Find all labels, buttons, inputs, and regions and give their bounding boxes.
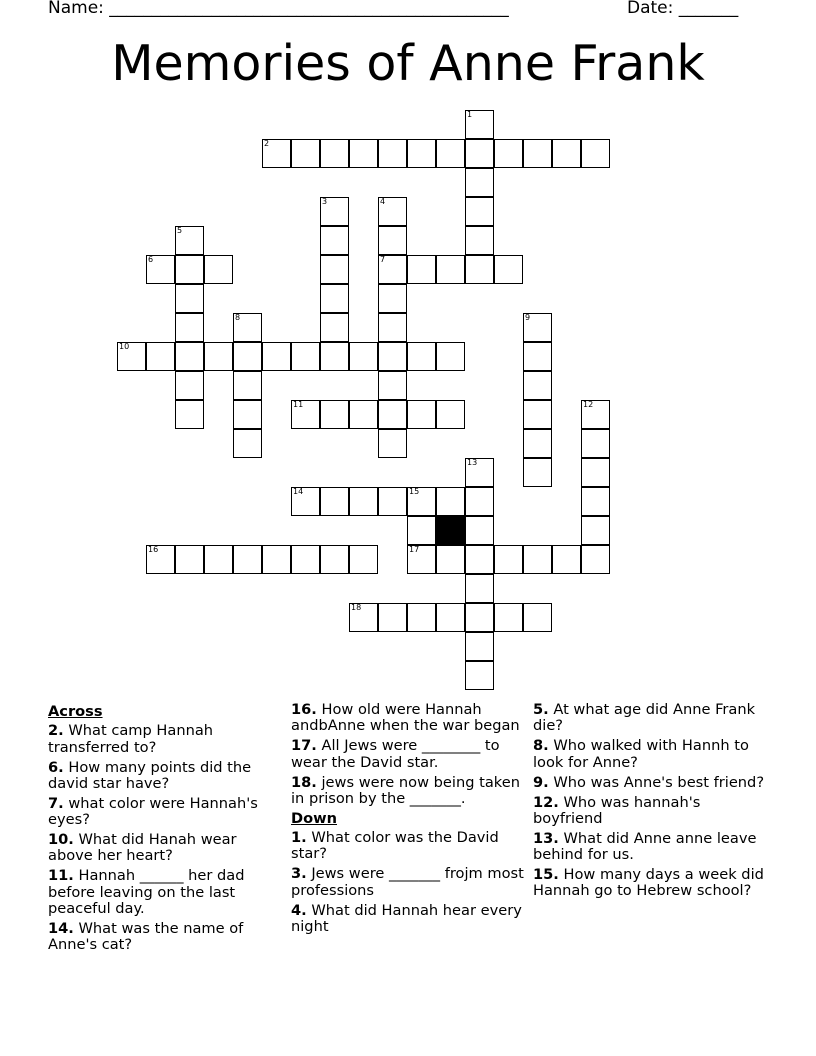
clue-text: what color were Hannah's eyes? bbox=[48, 794, 258, 829]
grid-cell[interactable] bbox=[378, 139, 407, 168]
grid-cell[interactable] bbox=[436, 139, 465, 168]
clue-number: 15. bbox=[533, 866, 559, 884]
grid-cell[interactable] bbox=[581, 487, 610, 516]
grid-cell[interactable] bbox=[581, 458, 610, 487]
grid-cell[interactable] bbox=[465, 487, 494, 516]
grid-cell[interactable] bbox=[581, 516, 610, 545]
across-heading: Across bbox=[48, 703, 103, 720]
grid-cell[interactable] bbox=[233, 313, 262, 342]
grid-cell[interactable] bbox=[552, 545, 581, 574]
down-clue-5 bbox=[533, 702, 769, 735]
grid-cell[interactable] bbox=[465, 458, 494, 487]
grid-cell[interactable] bbox=[175, 371, 204, 400]
grid-cell[interactable] bbox=[407, 545, 436, 574]
grid-cell[interactable] bbox=[378, 313, 407, 342]
grid-cell[interactable] bbox=[320, 400, 349, 429]
cell-number: 11 bbox=[293, 400, 304, 409]
cell-number: 7 bbox=[380, 255, 386, 264]
grid-cell[interactable] bbox=[465, 255, 494, 284]
grid-cell[interactable] bbox=[407, 516, 436, 545]
cell-number: 4 bbox=[380, 197, 386, 206]
grid-cell[interactable] bbox=[175, 255, 204, 284]
grid-cell[interactable] bbox=[378, 342, 407, 371]
down-clue-8 bbox=[533, 738, 769, 771]
grid-cell[interactable] bbox=[494, 139, 523, 168]
across-clue-18 bbox=[291, 775, 527, 808]
grid-cell[interactable] bbox=[320, 197, 349, 226]
grid-cell[interactable] bbox=[494, 603, 523, 632]
grid-cell[interactable] bbox=[523, 371, 552, 400]
grid-cell[interactable] bbox=[465, 168, 494, 197]
grid-cell[interactable] bbox=[465, 197, 494, 226]
cell-number: 13 bbox=[467, 458, 478, 467]
grid-cell[interactable] bbox=[465, 661, 494, 690]
clue-number: 12. bbox=[533, 793, 559, 811]
grid-cell[interactable] bbox=[320, 487, 349, 516]
clue-text: Who was Anne's best friend? bbox=[548, 773, 765, 791]
grid-cell[interactable] bbox=[320, 342, 349, 371]
grid-cell[interactable] bbox=[581, 400, 610, 429]
cell-number: 18 bbox=[351, 603, 362, 612]
cell-number: 6 bbox=[148, 255, 154, 264]
grid-cell[interactable] bbox=[175, 545, 204, 574]
grid-cell[interactable] bbox=[523, 458, 552, 487]
grid-cell[interactable] bbox=[465, 574, 494, 603]
grid-cell[interactable] bbox=[262, 342, 291, 371]
grid-cell[interactable] bbox=[349, 400, 378, 429]
grid-cell[interactable] bbox=[523, 429, 552, 458]
grid-cell[interactable] bbox=[233, 545, 262, 574]
grid-cell[interactable] bbox=[204, 255, 233, 284]
clue-text: How old were Hannah andbAnne when the war began bbox=[291, 701, 520, 735]
across-clue-10 bbox=[48, 832, 284, 865]
grid-cell[interactable] bbox=[320, 284, 349, 313]
clue-text: What was the name of Anne's cat? bbox=[48, 920, 244, 954]
across-clue-7 bbox=[48, 796, 284, 829]
grid-cell[interactable] bbox=[407, 342, 436, 371]
grid-cell[interactable] bbox=[581, 139, 610, 168]
grid-cell[interactable] bbox=[320, 255, 349, 284]
grid-cell[interactable] bbox=[175, 342, 204, 371]
clue-column-1 bbox=[48, 702, 284, 957]
grid-cell[interactable] bbox=[378, 429, 407, 458]
grid-cell[interactable] bbox=[407, 487, 436, 516]
grid-cell[interactable] bbox=[465, 603, 494, 632]
clue-number: 9. bbox=[533, 773, 549, 791]
cell-number: 17 bbox=[409, 545, 420, 554]
grid-cell[interactable] bbox=[523, 313, 552, 342]
clue-number: 7. bbox=[48, 794, 64, 812]
clue-number: 10. bbox=[48, 831, 74, 849]
clue-number: 6. bbox=[48, 758, 64, 776]
clue-number: 16. bbox=[291, 701, 317, 718]
clue-text: How many days a week did Hannah go to Hebrew school? bbox=[533, 866, 764, 900]
date-field-label: Date: _______ bbox=[627, 0, 739, 18]
clue-number: 14. bbox=[48, 920, 74, 937]
grid-cell[interactable] bbox=[175, 284, 204, 313]
clue-number: 13. bbox=[533, 829, 559, 847]
grid-cell[interactable] bbox=[349, 487, 378, 516]
grid-cell[interactable] bbox=[378, 255, 407, 284]
grid-cell[interactable] bbox=[465, 226, 494, 255]
grid-cell[interactable] bbox=[349, 342, 378, 371]
clue-text: Jews were _______ frojm most professions bbox=[291, 865, 524, 899]
down-clue-9 bbox=[533, 775, 769, 791]
grid-cell[interactable] bbox=[291, 487, 320, 516]
clue-number: 2. bbox=[48, 722, 64, 740]
cell-number: 2 bbox=[264, 139, 270, 148]
cell-number: 14 bbox=[293, 487, 304, 496]
grid-cell[interactable] bbox=[291, 342, 320, 371]
grid-cell[interactable] bbox=[436, 545, 465, 574]
grid-cell[interactable] bbox=[378, 226, 407, 255]
grid-cell[interactable] bbox=[262, 545, 291, 574]
cell-number: 1 bbox=[467, 110, 473, 119]
grid-cell[interactable] bbox=[233, 342, 262, 371]
cell-number: 12 bbox=[583, 400, 594, 409]
blocked-cell bbox=[436, 516, 465, 545]
clue-text: What did Hanah wear above her heart? bbox=[48, 831, 237, 865]
clue-number: 18. bbox=[291, 773, 317, 791]
grid-cell[interactable] bbox=[146, 342, 175, 371]
down-heading: Down bbox=[291, 809, 338, 827]
grid-cell[interactable] bbox=[581, 429, 610, 458]
grid-cell[interactable] bbox=[378, 371, 407, 400]
grid-cell[interactable] bbox=[175, 313, 204, 342]
grid-cell[interactable] bbox=[320, 226, 349, 255]
across-clue-11 bbox=[48, 868, 284, 917]
clue-text: How many points did the david star have? bbox=[48, 758, 252, 792]
cell-number: 9 bbox=[525, 313, 531, 322]
grid-cell[interactable] bbox=[291, 545, 320, 574]
grid-cell[interactable] bbox=[523, 545, 552, 574]
cell-number: 8 bbox=[235, 313, 241, 322]
clue-text: Hannah ______ her dad before leaving on the last peaceful day. bbox=[48, 867, 245, 918]
grid-cell[interactable] bbox=[175, 400, 204, 429]
grid-cell[interactable] bbox=[349, 603, 378, 632]
clue-text: Who was hannah's boyfriend bbox=[533, 793, 701, 827]
cell-number: 3 bbox=[322, 197, 328, 206]
grid-cell[interactable] bbox=[349, 545, 378, 574]
grid-cell[interactable] bbox=[552, 139, 581, 168]
grid-cell[interactable] bbox=[436, 400, 465, 429]
clue-number: 8. bbox=[533, 737, 549, 755]
grid-cell[interactable] bbox=[320, 313, 349, 342]
down-clue-1 bbox=[291, 830, 527, 863]
clue-text: What did Anne anne leave behind for us. bbox=[533, 829, 757, 864]
down-clue-3 bbox=[291, 866, 527, 899]
grid-cell[interactable] bbox=[436, 342, 465, 371]
grid-cell[interactable] bbox=[523, 342, 552, 371]
grid-cell[interactable] bbox=[523, 400, 552, 429]
down-clue-12 bbox=[533, 795, 769, 828]
grid-cell[interactable] bbox=[465, 516, 494, 545]
clue-text: jews were now being taken in prison by the _______. bbox=[291, 773, 520, 807]
grid-cell[interactable] bbox=[378, 284, 407, 313]
grid-cell[interactable] bbox=[465, 139, 494, 168]
grid-cell[interactable] bbox=[494, 255, 523, 284]
grid-cell[interactable] bbox=[407, 603, 436, 632]
clue-column-2 bbox=[291, 702, 527, 939]
grid-cell[interactable] bbox=[175, 226, 204, 255]
clue-text: What color was the David star? bbox=[291, 829, 499, 863]
down-clue-15 bbox=[533, 867, 769, 900]
grid-cell[interactable] bbox=[407, 400, 436, 429]
cell-number: 16 bbox=[148, 545, 159, 554]
clue-text: All Jews were ________ to wear the David star. bbox=[291, 737, 500, 771]
clue-text: At what age did Anne Frank die? bbox=[533, 701, 756, 735]
grid-cell[interactable] bbox=[407, 139, 436, 168]
down-clue-4 bbox=[291, 903, 527, 936]
grid-cell[interactable] bbox=[146, 255, 175, 284]
grid-cell[interactable] bbox=[436, 255, 465, 284]
grid-cell[interactable] bbox=[146, 545, 175, 574]
clue-number: 17. bbox=[291, 737, 317, 755]
clue-number: 5. bbox=[533, 701, 549, 718]
across-clue-17 bbox=[291, 738, 527, 771]
grid-cell[interactable] bbox=[465, 632, 494, 661]
grid-cell[interactable] bbox=[233, 429, 262, 458]
clue-text: What camp Hannah transferred to? bbox=[48, 722, 214, 756]
grid-cell[interactable] bbox=[320, 545, 349, 574]
grid-cell[interactable] bbox=[407, 255, 436, 284]
clue-text: What did Hannah hear every night bbox=[291, 901, 522, 935]
across-clue-6 bbox=[48, 760, 284, 793]
across-clue-14 bbox=[48, 921, 284, 954]
across-clue-16 bbox=[291, 702, 527, 735]
clue-text: Who walked with Hannh to look for Anne? bbox=[533, 737, 749, 771]
clue-number: 1. bbox=[291, 829, 307, 847]
clue-number: 4. bbox=[291, 901, 307, 919]
grid-cell[interactable] bbox=[262, 139, 291, 168]
grid-cell[interactable] bbox=[378, 197, 407, 226]
cell-number: 10 bbox=[119, 342, 130, 351]
cell-number: 5 bbox=[177, 226, 183, 235]
grid-cell[interactable] bbox=[465, 545, 494, 574]
grid-cell[interactable] bbox=[233, 371, 262, 400]
cell-number: 15 bbox=[409, 487, 420, 496]
grid-cell[interactable] bbox=[320, 139, 349, 168]
grid-cell[interactable] bbox=[523, 139, 552, 168]
grid-cell[interactable] bbox=[436, 603, 465, 632]
grid-cell[interactable] bbox=[465, 110, 494, 139]
grid-cell[interactable] bbox=[291, 400, 320, 429]
clue-number: 11. bbox=[48, 867, 74, 885]
clue-number: 3. bbox=[291, 865, 307, 883]
grid-cell[interactable] bbox=[581, 545, 610, 574]
grid-cell[interactable] bbox=[204, 342, 233, 371]
grid-cell[interactable] bbox=[204, 545, 233, 574]
page-title: Memories of Anne Frank bbox=[111, 35, 705, 92]
grid-cell[interactable] bbox=[378, 603, 407, 632]
grid-cell[interactable] bbox=[349, 139, 378, 168]
grid-cell[interactable] bbox=[233, 400, 262, 429]
grid-cell[interactable] bbox=[378, 400, 407, 429]
down-clue-13 bbox=[533, 831, 769, 864]
grid-cell[interactable] bbox=[378, 487, 407, 516]
grid-cell[interactable] bbox=[117, 342, 146, 371]
name-field-label: Name: _______________________________________________ bbox=[48, 0, 509, 18]
grid-cell[interactable] bbox=[523, 603, 552, 632]
grid-cell[interactable] bbox=[291, 139, 320, 168]
clue-column-3 bbox=[533, 702, 769, 903]
grid-cell[interactable] bbox=[494, 545, 523, 574]
across-clue-2 bbox=[48, 723, 284, 756]
grid-cell[interactable] bbox=[436, 487, 465, 516]
